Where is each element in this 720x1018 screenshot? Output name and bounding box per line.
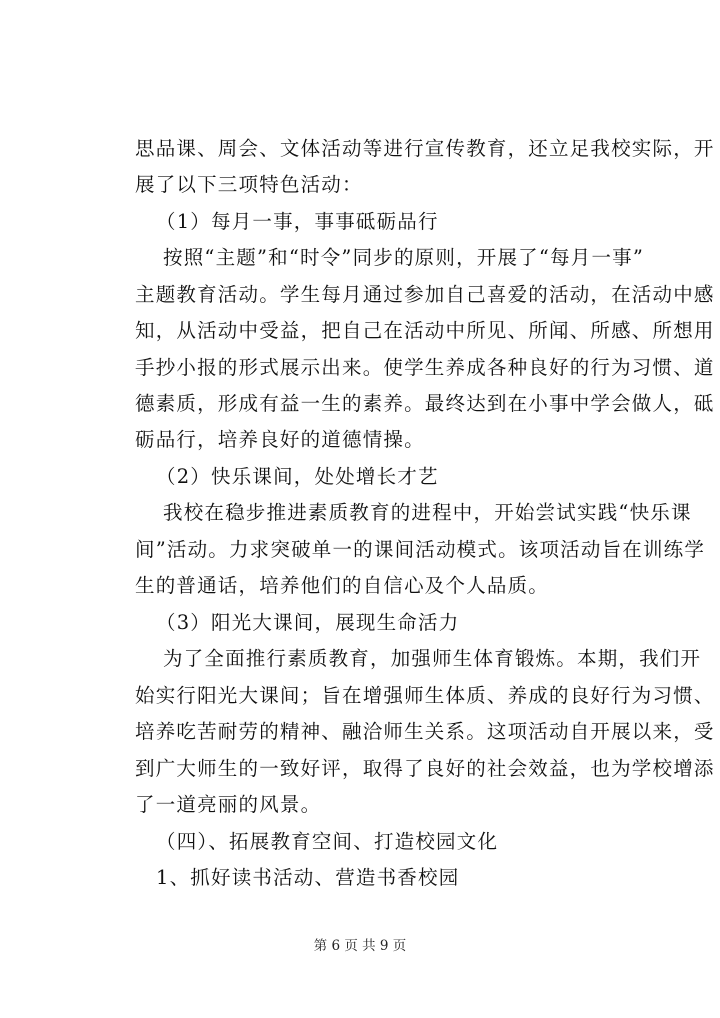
text-line: 了一道亮丽的风景。 xyxy=(135,793,322,816)
text-line: 德素质，形成有益一生的素养。最终达到在小事中学会做人，砥 xyxy=(135,392,715,415)
text-line: 主题教育活动。学生每月通过参加自己喜爱的活动，在活动中感 xyxy=(135,283,715,306)
text-line: 手抄小报的形式展示出来。使学生养成各种良好的行为习惯、道 xyxy=(135,356,715,379)
text-line: 到广大师生的一致好评，取得了良好的社会效益，也为学校增添 xyxy=(135,757,715,780)
text-line: 培养吃苦耐劳的精神、融洽师生关系。这项活动自开展以来，受 xyxy=(135,720,715,743)
text-line: 始实行阳光大课间；旨在增强师生体质、养成的良好行为习惯、 xyxy=(135,684,715,707)
text-line: 间”活动。力求突破单一的课间活动模式。该项活动旨在训练学 xyxy=(135,538,706,561)
section-heading: （2）快乐课间，处处增长才艺 xyxy=(156,465,439,488)
section-heading: （1）每月一事，事事砥砺品行 xyxy=(156,210,439,233)
text-line: 思品课、周会、文体活动等进行宣传教育，还立足我校实际，开 xyxy=(135,137,715,160)
section-heading: （四）、拓展教育空间、打造校园文化 xyxy=(156,830,499,853)
text-line: 我校在稳步推进素质教育的进程中，开始尝试实践“快乐课 xyxy=(163,501,692,524)
page-number-footer: 第 6 页 共 9 页 xyxy=(313,938,407,954)
text-line: 生的普通话，培养他们的自信心及个人品质。 xyxy=(135,574,550,597)
text-line: 砺品行，培养良好的道德情操。 xyxy=(135,428,425,451)
text-line: 知，从活动中受益，把自己在活动中所见、所闻、所感、所想用 xyxy=(135,319,715,342)
text-line: 展了以下三项特色活动： xyxy=(135,173,363,196)
text-line: 为了全面推行素质教育，加强师生体育锻炼。本期，我们开 xyxy=(163,647,702,670)
subsection-heading: 1、抓好读书活动、营造书香校园 xyxy=(156,866,460,889)
text-line: 按照“主题”和“时令”同步的原则，开展了“每月一事” xyxy=(163,246,645,269)
section-heading: （3）阳光大课间，展现生命活力 xyxy=(156,611,460,634)
